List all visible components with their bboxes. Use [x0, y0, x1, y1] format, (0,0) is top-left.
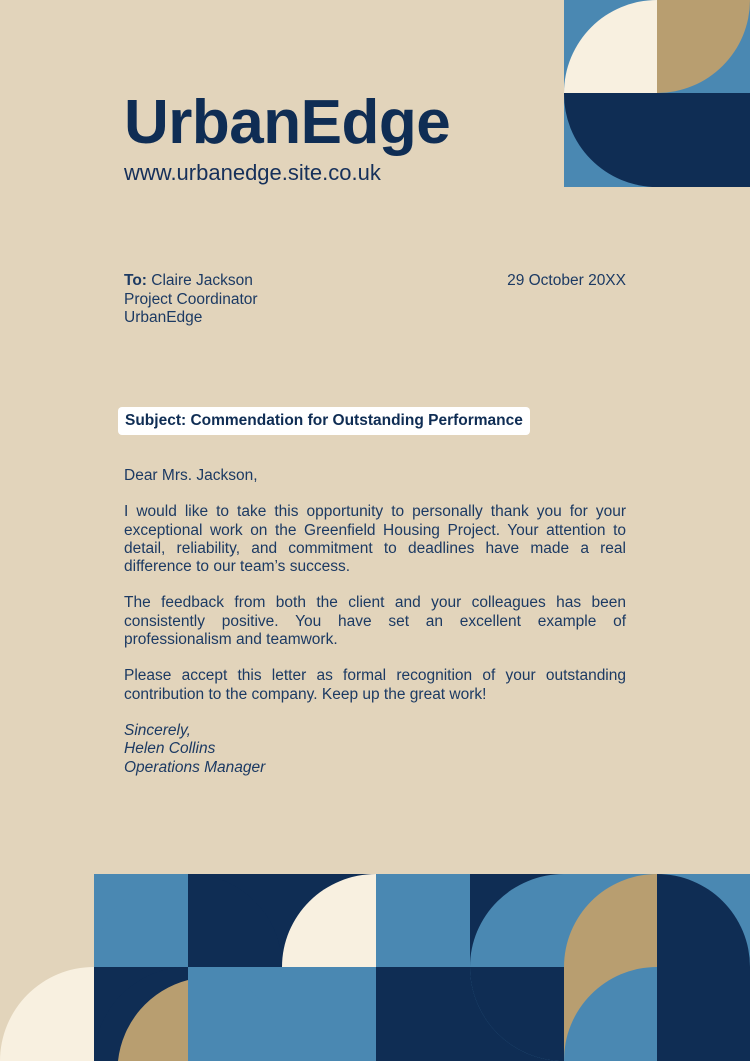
company-website: www.urbanedge.site.co.uk [124, 160, 381, 185]
subject-line: Subject: Commendation for Outstanding Performance [118, 407, 530, 435]
paragraph-2: The feedback from both the client and your colleagues has been consistently positive. You have set an excellent example of professionalism and teamwork. [124, 594, 626, 649]
paragraph-3: Please accept this letter as formal recognition of your outstanding contribution to the company. Keep up the great work! [124, 667, 626, 703]
closing: Sincerely, [124, 721, 191, 739]
bottom-band-shapes [0, 874, 750, 1061]
signer-title: Operations Manager [124, 758, 266, 776]
signature-block [124, 722, 626, 777]
recipient-title: Project Coordinator [124, 290, 258, 308]
letter-date: 29 October 20XX [507, 272, 626, 289]
letter-body [124, 467, 626, 777]
recipient-company: UrbanEdge [124, 309, 203, 326]
to-label: To: [124, 272, 147, 289]
top-right-shapes [564, 0, 750, 187]
greeting: Dear Mrs. Jackson, [124, 467, 258, 484]
recipient-block [124, 272, 258, 328]
signer-name: Helen Collins [124, 740, 216, 758]
paragraph-1: I would like to take this opportunity to personally thank you for your exceptional work on the Greenfield Housing Project. Your attention to detail, reliability, and commitment to deadlines have made a real difference to our team’s success. [124, 503, 626, 576]
company-name: UrbanEdge [124, 88, 451, 157]
recipient-name: Claire Jackson [151, 272, 253, 289]
